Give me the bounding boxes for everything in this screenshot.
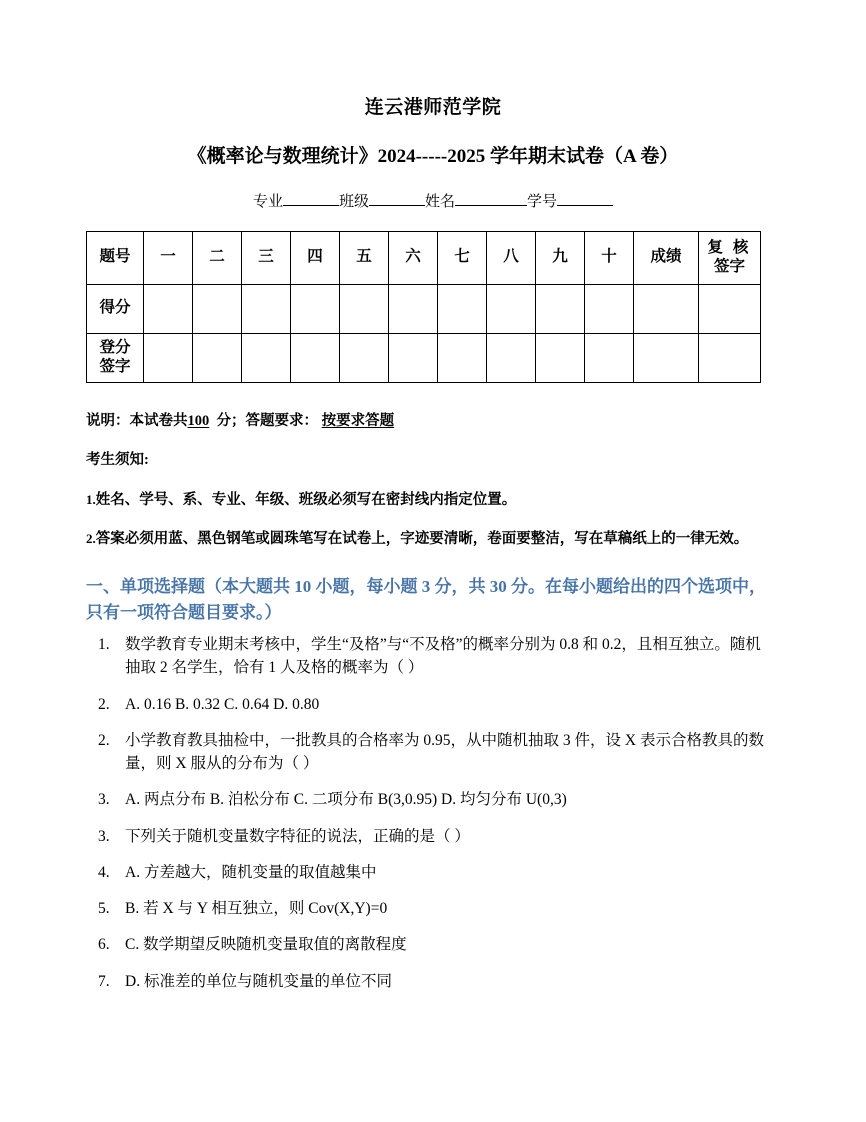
name-label: 姓名	[425, 193, 456, 210]
notice-1-index: 1.	[86, 491, 96, 507]
signature-cell-q3[interactable]	[242, 333, 291, 382]
list-item	[86, 729, 780, 776]
question-marker: 6.	[98, 936, 110, 954]
section-heading-multiple-choice: 一、单项选择题（本大题共 10 小题，每小题 3 分，共 30 分。在每小题给出的四个选项中，只有一项符合题目要求。）	[86, 577, 766, 623]
registrar-signature-line2: 签字	[99, 357, 131, 375]
question-marker: 2.	[98, 695, 110, 713]
question-marker: 1.	[98, 636, 110, 654]
review-signature-line1: 复 核	[707, 238, 752, 256]
question-marker: 5.	[98, 900, 110, 918]
row-label-registrar-signature	[87, 333, 144, 382]
candidate-notice-item-2	[86, 528, 780, 550]
review-signature-line2: 签字	[713, 257, 745, 275]
header-cell-q1: 一	[144, 231, 193, 284]
candidate-notice-heading: 考生须知:	[86, 452, 149, 469]
row-label-score: 得分	[87, 284, 144, 333]
question-marker: 2.	[98, 731, 110, 749]
name-blank[interactable]	[455, 205, 527, 206]
question-marker: 3.	[98, 827, 110, 845]
question-text: 下列关于随机变量数字特征的说法，正确的是（ ）	[125, 827, 470, 845]
question-list	[86, 626, 780, 993]
header-cell-q10: 十	[585, 231, 634, 284]
question-marker: 3.	[98, 791, 110, 809]
table-row-registrar-signature	[87, 333, 761, 382]
signature-cell-review[interactable]	[699, 333, 761, 382]
table-row-score	[87, 284, 761, 333]
score-table	[86, 231, 761, 383]
notice-2-text: 答案必须用蓝、黑色钢笔或圆珠笔写在试卷上，字迹要清晰，卷面要整洁，写在草稿纸上的一律无效。	[95, 531, 749, 547]
header-cell-q3: 三	[242, 231, 291, 284]
question-text: A. 两点分布 B. 泊松分布 C. 二项分布 B(3,0.95) D. 均匀分布 U(0,3)	[125, 791, 567, 809]
student-info-line	[86, 169, 780, 211]
instruction-requirement: 按要求答题	[321, 412, 395, 429]
list-item	[86, 897, 780, 920]
signature-cell-q4[interactable]	[291, 333, 340, 382]
major-blank[interactable]	[283, 205, 339, 206]
score-cell-q3[interactable]	[242, 284, 291, 333]
score-cell-q7[interactable]	[438, 284, 487, 333]
instruction-prefix: 说明：本试卷共	[86, 412, 188, 429]
signature-cell-q9[interactable]	[536, 333, 585, 382]
signature-cell-q2[interactable]	[193, 333, 242, 382]
class-label: 班级	[338, 193, 369, 210]
list-item	[86, 788, 780, 811]
signature-cell-q10[interactable]	[585, 333, 634, 382]
question-marker: 4.	[98, 863, 110, 881]
header-cell-review-signature	[699, 231, 761, 284]
instruction-middle: 分；答题要求：	[216, 412, 318, 429]
header-cell-q2: 二	[193, 231, 242, 284]
question-marker: 7.	[98, 972, 110, 990]
class-blank[interactable]	[369, 205, 425, 206]
notice-1-text: 姓名、学号、系、专业、年级、班级必须写在密封线内指定位置。	[95, 491, 517, 508]
list-item	[86, 693, 780, 716]
header-cell-q6: 六	[389, 231, 438, 284]
header-cell-q7: 七	[438, 231, 487, 284]
score-table-container	[86, 211, 780, 383]
list-item	[86, 933, 780, 956]
paper-title: 《概率论与数理统计》2024-----2025 学年期末试卷（A 卷）	[187, 145, 679, 167]
signature-cell-q5[interactable]	[340, 333, 389, 382]
signature-cell-q1[interactable]	[144, 333, 193, 382]
instruction-total-score: 100	[187, 412, 210, 429]
notice-2-index: 2.	[86, 531, 96, 546]
question-text: C. 数学期望反映随机变量取值的离散程度	[125, 936, 407, 954]
signature-cell-q7[interactable]	[438, 333, 487, 382]
school-title: 连云港师范学院	[364, 97, 502, 118]
list-item	[86, 970, 780, 993]
score-cell-q9[interactable]	[536, 284, 585, 333]
student-id-label: 学号	[527, 193, 558, 210]
score-cell-q5[interactable]	[340, 284, 389, 333]
question-text: 小学教育教具抽检中，一批教具的合格率为 0.95，从中随机抽取 3 件，设 X 表示合格教具的数量，则 X 服从的分布为（ ）	[125, 731, 764, 773]
question-text: D. 标准差的单位与随机变量的单位不同	[125, 972, 392, 990]
table-row-header	[87, 231, 761, 284]
score-cell-q1[interactable]	[144, 284, 193, 333]
notes-block	[86, 383, 780, 551]
question-text: B. 若 X 与 Y 相互独立，则 Cov(X,Y)=0	[125, 900, 388, 918]
signature-cell-q8[interactable]	[487, 333, 536, 382]
question-text: A. 方差越大，随机变量的取值越集中	[125, 863, 377, 881]
score-cell-total[interactable]	[634, 284, 699, 333]
student-id-blank[interactable]	[557, 205, 613, 206]
header-cell-q4: 四	[291, 231, 340, 284]
list-item	[86, 633, 780, 680]
score-cell-q10[interactable]	[585, 284, 634, 333]
header-cell-question-number: 题号	[87, 231, 144, 284]
registrar-signature-line1: 登分	[99, 338, 131, 356]
score-cell-q8[interactable]	[487, 284, 536, 333]
header-cell-total-score: 成绩	[634, 231, 699, 284]
question-text: 数学教育专业期末考核中，学生“及格”与“不及格”的概率分别为 0.8 和 0.2，且相互独立。随机抽取 2 名学生，恰有 1 人及格的概率为（ ）	[125, 636, 761, 677]
list-item	[86, 861, 780, 884]
header-cell-q5: 五	[340, 231, 389, 284]
list-item	[86, 825, 780, 848]
question-text: A. 0.16 B. 0.32 C. 0.64 D. 0.80	[125, 695, 320, 713]
header-cell-q9: 九	[536, 231, 585, 284]
score-cell-q6[interactable]	[389, 284, 438, 333]
score-cell-review[interactable]	[699, 284, 761, 333]
candidate-notice-item-1	[86, 489, 780, 511]
score-cell-q4[interactable]	[291, 284, 340, 333]
instruction-line	[86, 410, 780, 432]
major-label: 专业	[252, 193, 283, 210]
header-cell-q8: 八	[487, 231, 536, 284]
signature-cell-total[interactable]	[634, 333, 699, 382]
signature-cell-q6[interactable]	[389, 333, 438, 382]
score-cell-q2[interactable]	[193, 284, 242, 333]
